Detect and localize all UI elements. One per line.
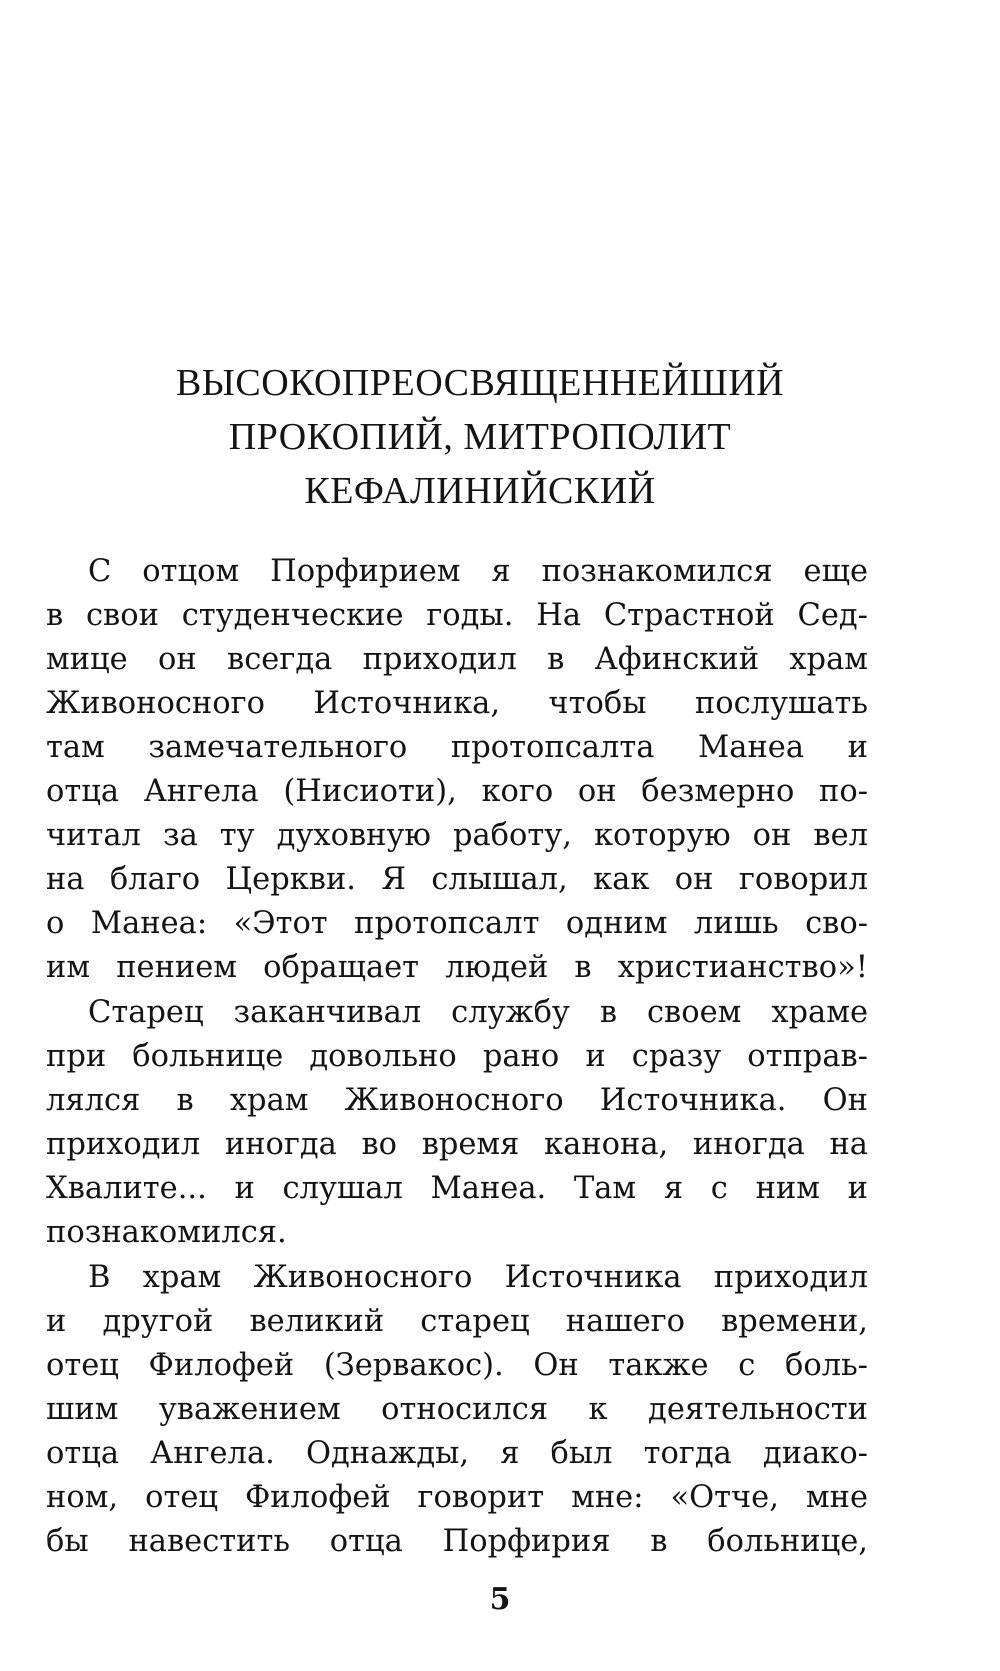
body-text	[46, 550, 868, 1565]
page-number: 5	[489, 1582, 511, 1617]
text-line: познакомился.	[46, 1215, 287, 1250]
text-line: отца Ангела (Нисиоти), кого он безмерно по-	[46, 774, 868, 809]
text-line: на благо Церкви. Я слышал, как он говорил	[46, 862, 868, 897]
text-line: ном, отец Филофей говорит мне: «Отче, мне	[46, 1480, 868, 1515]
title-line: КЕФАЛИНИЙСКИЙ	[304, 470, 656, 512]
chapter-title	[60, 356, 900, 518]
text-line: там замечательного протопсалта Манеа и	[46, 730, 868, 765]
text-line: отца Ангела. Однажды, я был тогда диако-	[46, 1436, 868, 1471]
text-line: им пением обращает людей в христианство»!	[46, 950, 868, 985]
text-line: лялся в храм Живоносного Источника. Он	[46, 1083, 868, 1118]
text-line: читал за ту духовную работу, которую он вел	[46, 818, 868, 853]
paragraph-3	[46, 1256, 868, 1564]
text-line: Живоносного Источника, чтобы послушать	[46, 686, 868, 721]
text-line: Хвалите... и слушал Манеа. Там я с ним и	[46, 1171, 868, 1206]
text-line: шим уважением относился к деятельности	[46, 1392, 868, 1427]
paragraph-1	[46, 550, 868, 990]
text-line: приходил иногда во время канона, иногда на	[46, 1127, 868, 1162]
text-line: мице он всегда приходил в Афинский храм	[46, 642, 868, 677]
paragraph-2	[46, 991, 868, 1255]
text-line: Старец заканчивал службу в своем храме	[88, 995, 868, 1030]
text-line: В храм Живоносного Источника приходил	[88, 1260, 868, 1295]
text-line: в свои студенческие годы. На Страстной Сед-	[46, 598, 868, 633]
text-line: при больнице довольно рано и сразу отправ-	[46, 1039, 868, 1074]
title-line: ПРОКОПИЙ, МИТРОПОЛИТ	[228, 416, 732, 458]
text-line: о Манеа: «Этот протопсалт одним лишь сво-	[46, 906, 868, 941]
title-line: ВЫСОКОПРЕОСВЯЩЕННЕЙШИЙ	[175, 362, 785, 404]
text-line: бы навестить отца Порфирия в больнице,	[46, 1524, 868, 1559]
text-line: и другой великий старец нашего времени,	[46, 1304, 868, 1339]
text-line: С отцом Порфирием я познакомился еще	[88, 554, 868, 589]
text-line: отец Филофей (Зервакос). Он также с боль-	[46, 1348, 868, 1383]
